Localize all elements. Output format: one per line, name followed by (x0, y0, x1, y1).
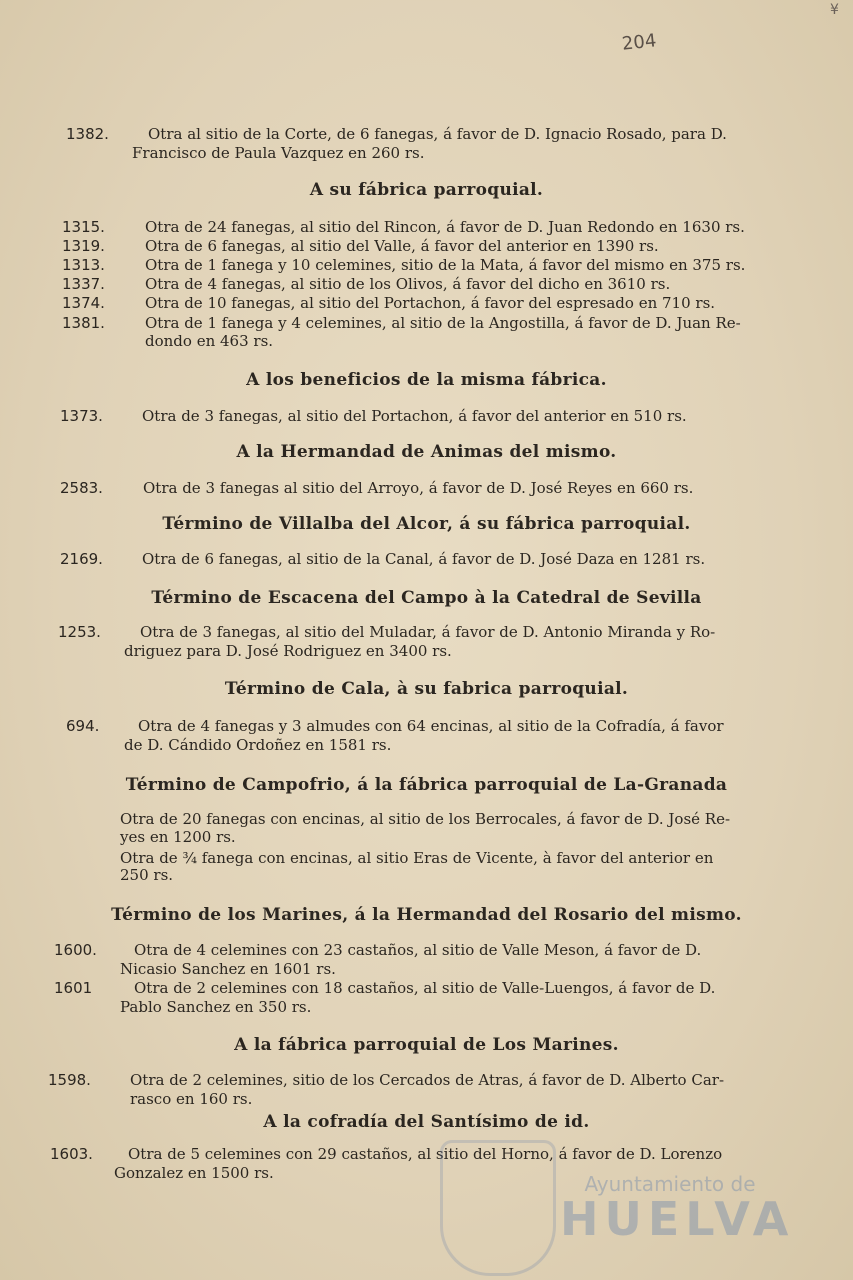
entry-text: Otra de 4 fanegas, al sitio de los Olivos, á favor del dicho en 3610 rs. (145, 275, 671, 293)
entry-text: Otra de ¾ fanega con encinas, al sitio Eras de Vicente, à favor del anterior en (120, 849, 714, 867)
entry-continuation: rasco en 160 rs. (130, 1090, 253, 1108)
entry-number: 1601 (54, 979, 93, 997)
corner-mark: ¥ (830, 2, 839, 18)
entry-number: 694. (66, 717, 100, 735)
entry-text: Otra de 1 fanega y 10 celemines, sitio de la Mata, á favor del mismo en 375 rs. (145, 256, 746, 274)
entry-text: Otra de 3 fanegas, al sitio del Portachon, á favor del anterior en 510 rs. (142, 407, 687, 425)
entry-1381 (62, 315, 772, 351)
entry-number: 1374. (62, 294, 105, 312)
watermark-line2: HUELVA (560, 1192, 795, 1246)
entry-text: Otra de 6 fanegas, al sitio del Valle, á favor del anterior en 1390 rs. (145, 237, 659, 255)
section-heading: Término de Escacena del Campo à la Catedral de Sevilla (151, 588, 702, 608)
entry-number: 1382. (66, 125, 109, 143)
entry-continuation: driguez para D. José Rodriguez en 3400 rs. (124, 642, 452, 660)
entry-number: 1337. (62, 275, 105, 293)
watermark-line1: Ayuntamiento de (584, 1172, 756, 1196)
entry-continuation: Nicasio Sanchez en 1601 rs. (120, 960, 336, 978)
entry-text: Otra de 10 fanegas, al sitio del Portachon, á favor del espresado en 710 rs. (145, 294, 716, 312)
entry-number: 1373. (60, 407, 103, 425)
entry-1337 (62, 276, 772, 293)
entry-campofrio-1 (40, 811, 770, 847)
entry-continuation: Francisco de Paula Vazquez en 260 rs. (132, 144, 425, 162)
entry-1319 (62, 238, 772, 255)
section-heading: A la Hermandad de Animas del mismo. (236, 442, 617, 462)
entry-1600 (54, 942, 770, 978)
entry-continuation: Gonzalez en 1500 rs. (114, 1164, 274, 1182)
entry-text: Otra de 3 fanegas, al sitio del Muladar, á favor de D. Antonio Miranda y Ro- (140, 623, 716, 641)
entry-continuation: 250 rs. (120, 866, 174, 884)
entry-number: 1603. (50, 1145, 93, 1163)
page-number: 204 (620, 30, 658, 55)
entry-continuation: dondo en 463 rs. (145, 332, 274, 350)
entry-1373 (60, 408, 770, 425)
entry-text: Otra de 2 celemines con 18 castaños, al sitio de Valle-Luengos, á favor de D. (134, 979, 716, 997)
entry-number: 1598. (48, 1071, 91, 1089)
entry-text: Otra de 24 fanegas, al sitio del Rincon, á favor de D. Juan Redondo en 1630 rs. (145, 218, 745, 236)
entry-number: 2169. (60, 550, 103, 568)
entry-text: Otra de 4 fanegas y 3 almudes con 64 encinas, al sitio de la Cofradía, á favor (138, 717, 724, 735)
entry-1253 (58, 624, 770, 660)
entry-number: 1381. (62, 314, 105, 332)
entry-2583 (60, 480, 770, 497)
entry-1598 (48, 1072, 770, 1108)
section-heading: A la cofradía del Santísimo de id. (263, 1112, 590, 1132)
entry-text: Otra de 1 fanega y 4 celemines, al sitio de la Angostilla, á favor de D. Juan Re- (145, 314, 741, 332)
entry-1374 (62, 295, 772, 312)
entry-text: Otra de 2 celemines, sitio de los Cercados de Atras, á favor de D. Alberto Car- (130, 1071, 725, 1089)
entry-1382 (66, 126, 776, 162)
entry-continuation: yes en 1200 rs. (120, 828, 236, 846)
section-heading: Término de los Marines, á la Hermandad del Rosario del mismo. (111, 905, 742, 925)
entry-1601 (54, 980, 770, 1016)
entry-number: 1315. (62, 218, 105, 236)
entry-number: 2583. (60, 479, 103, 497)
entry-campofrio-2 (40, 850, 770, 886)
section-heading: Término de Campofrio, á la fábrica parroquial de La-Granada (125, 775, 728, 795)
watermark (560, 1172, 795, 1246)
entry-text: Otra de 20 fanegas con encinas, al sitio de los Berrocales, á favor de D. José Re- (120, 810, 731, 828)
section-heading: Término de Villalba del Alcor, á su fábrica parroquial. (162, 514, 691, 534)
entry-continuation: Pablo Sanchez en 350 rs. (120, 998, 312, 1016)
entry-694 (66, 718, 766, 754)
entry-text: Otra de 4 celemines con 23 castaños, al sitio de Valle Meson, á favor de D. (134, 941, 702, 959)
entry-text: Otra de 5 celemines con 29 castaños, al sitio del Horno, á favor de D. Lorenzo (128, 1145, 723, 1163)
section-heading: Término de Cala, à su fabrica parroquial. (224, 679, 629, 699)
entry-1313 (62, 257, 772, 274)
section-heading: A su fábrica parroquial. (309, 180, 544, 200)
entry-text: Otra de 3 fanegas al sitio del Arroyo, á favor de D. José Reyes en 660 rs. (143, 479, 694, 497)
section-heading: A la fábrica parroquial de Los Marines. (234, 1035, 619, 1055)
entry-continuation: de D. Cándido Ordoñez en 1581 rs. (124, 736, 392, 754)
entry-number: 1313. (62, 256, 105, 274)
entry-text: Otra al sitio de la Corte, de 6 fanegas, á favor de D. Ignacio Rosado, para D. (148, 125, 727, 143)
entry-1315 (62, 219, 772, 236)
entry-number: 1600. (54, 941, 97, 959)
entry-text: Otra de 6 fanegas, al sitio de la Canal, á favor de D. José Daza en 1281 rs. (142, 550, 706, 568)
watermark-crest-icon (440, 1140, 556, 1276)
entry-number: 1253. (58, 623, 101, 641)
entry-number: 1319. (62, 237, 105, 255)
section-heading: A los beneficios de la misma fábrica. (246, 370, 607, 390)
entry-2169 (60, 551, 770, 568)
